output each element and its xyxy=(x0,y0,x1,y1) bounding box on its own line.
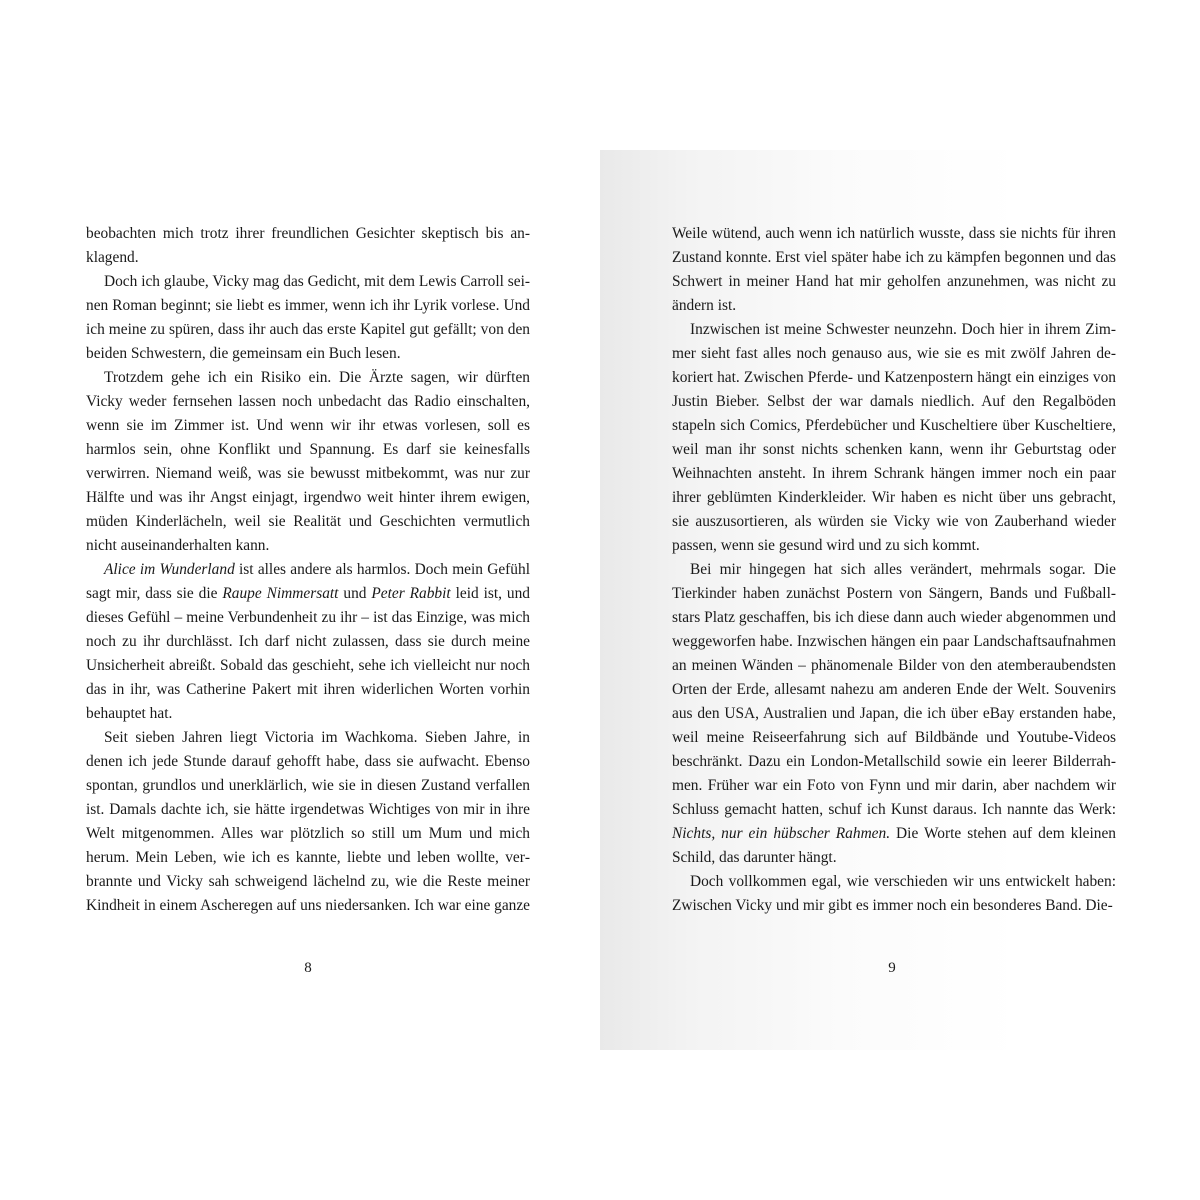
paragraph xyxy=(86,726,530,918)
text-run: Inzwischen ist meine Schwester neunzehn. Doch hier in ihrem Zimmer sieht fast alles noch genauso aus, wie sie es mit zwölf Jahren dekoriert hat. Zwischen Pferde- und Katzenpostern hängt ein einziges von Justin Bieber. Selbst der war damals niedlich. Auf den Regalböden stapeln sich Comics, Pferdebücher und Kuscheltiere über Kuscheltiere, weil man ihr sonst nichts schenken kann, wenn ihr Geburtstag oder Weihnachten ansteht. In ihrem Schrank hängen immer noch ein paar ihrer geblümten Kinderkleider. Wir haben es nicht über uns gebracht, sie auszusortieren, als würden sie Vicky wie von Zauberhand wieder passen, wenn sie gesund wird und zu sich kommt. xyxy=(672,321,1116,554)
paragraph xyxy=(86,366,530,558)
paragraph xyxy=(672,558,1116,870)
paragraph xyxy=(672,870,1116,918)
text-run: Trotzdem gehe ich ein Risiko ein. Die Ärzte sagen, wir dürften Vicky weder fernsehen lassen noch unbedacht das Radio einschalten, wenn sie im Zimmer ist. Und wenn wir ihr etwas vorlesen, soll es harmlos sein, ohne Konflikt und Spannung. Es darf sie keinesfalls verwirren. Niemand weiß, was sie bewusst mitbekommt, was nur zur Hälfte und was ihr Angst einjagt, irgendwo weit hinter ihrem ewigen, müden Kinderlächeln, weil sie Realität und Geschichten vermutlich nicht auseinanderhalten kann. xyxy=(86,369,530,554)
text-run: ist alles andere als harmlos. Doch mein Gefühl sagt mir, dass sie die xyxy=(86,561,530,602)
paragraph xyxy=(672,222,1116,318)
text-run: Bei mir hingegen hat sich alles verändert, mehrmals sogar. Die Tierkinder haben zunächst Postern von Sängern, Bands und Fußballstars Platz geschaffen, bis ich diese dann auch wieder abgenommen und weggeworfen habe. Inzwischen hängen ein paar Landschaftsaufnahmen an meinen Wänden – phänomenale Bilder von den atemberaubendsten Orten der Erde, allesamt nahezu am anderen Ende der Welt. Souvenirs aus den USA, Australien und Japan, die ich über eBay erstanden habe, weil meine Reiseerfahrung sich auf Bildbände und Youtube-Videos beschränkt. Dazu ein London-Metallschild sowie ein leerer Bilderrahmen. Früher war ein Foto von Fynn und mir darin, aber nachdem wir Schluss gemacht hatten, schuf ich Kunst daraus. Ich nannte das Werk: xyxy=(672,561,1116,818)
page-number-right: 9 xyxy=(888,960,896,976)
text-run: Doch vollkommen egal, wie verschieden wir uns entwickelt haben: Zwischen Vicky und mir gibt es immer noch ein besonderes Band. Die- xyxy=(672,873,1116,914)
right-page-text xyxy=(672,222,1116,918)
text-run: beobachten mich trotz ihrer freundlichen Gesichter skeptisch bis anklagend. xyxy=(86,225,530,266)
left-page-text xyxy=(86,222,530,918)
paragraph xyxy=(672,318,1116,558)
text-run: und xyxy=(338,585,372,602)
italic-title: Alice im Wunderland xyxy=(104,561,235,578)
text-run: Die Worte stehen auf dem kleinen Schild, das darunter hängt. xyxy=(672,825,1116,866)
text-run: Doch ich glaube, Vicky mag das Gedicht, mit dem Lewis Carroll seinen Roman beginnt; sie liebt es immer, wenn ich ihr Lyrik vorlese. Und ich meine zu spüren, dass ihr auch das erste Kapitel gut gefällt; von den beiden Schwestern, die gemeinsam ein Buch lesen. xyxy=(86,273,530,362)
text-run: Weile wütend, auch wenn ich natürlich wusste, dass sie nichts für ihren Zustand konnte. Erst viel später habe ich zu kämpfen begonnen und das Schwert in meiner Hand hat mir geholfen anzunehmen, was nicht zu ändern ist. xyxy=(672,225,1116,314)
text-run: leid ist, und dieses Gefühl – meine Verbundenheit zu ihr – ist das Einzige, was mich noch zu ihr durchlässt. Ich darf nicht zulassen, dass sie durch meine Unsicherheit abreißt. Sobald das geschieht, sehe ich vielleicht nur noch das in ihr, was Catherine Pakert mit ihren widerlichen Worten vorhin behauptet hat. xyxy=(86,585,530,722)
paragraph xyxy=(86,558,530,726)
paragraph xyxy=(86,270,530,366)
text-run: Seit sieben Jahren liegt Victoria im Wachkoma. Sieben Jahre, in denen ich jede Stunde darauf gehofft habe, dass sie aufwacht. Ebenso spontan, grundlos und unerklärlich, wie sie in diesen Zustand verfallen ist. Damals dachte ich, sie hätte irgendetwas Wichtiges von mir in ihre Welt mitgenommen. Alles war plötzlich so still um Mum und mich herum. Mein Leben, wie ich es kannte, liebte und leben wollte, verbrannte und Vicky sah schweigend lächelnd zu, wie die Reste meiner Kindheit in einem Ascheregen auf uns niedersanken. Ich war eine ganze xyxy=(86,729,531,914)
page-number-left: 8 xyxy=(304,960,312,976)
italic-title: Peter Rabbit xyxy=(371,585,451,602)
left-page xyxy=(0,150,600,1050)
italic-title: Nichts, nur ein hübscher Rahmen. xyxy=(672,825,891,842)
right-page xyxy=(600,150,1200,1050)
italic-title: Raupe Nimmersatt xyxy=(222,585,339,602)
paragraph xyxy=(86,222,530,270)
